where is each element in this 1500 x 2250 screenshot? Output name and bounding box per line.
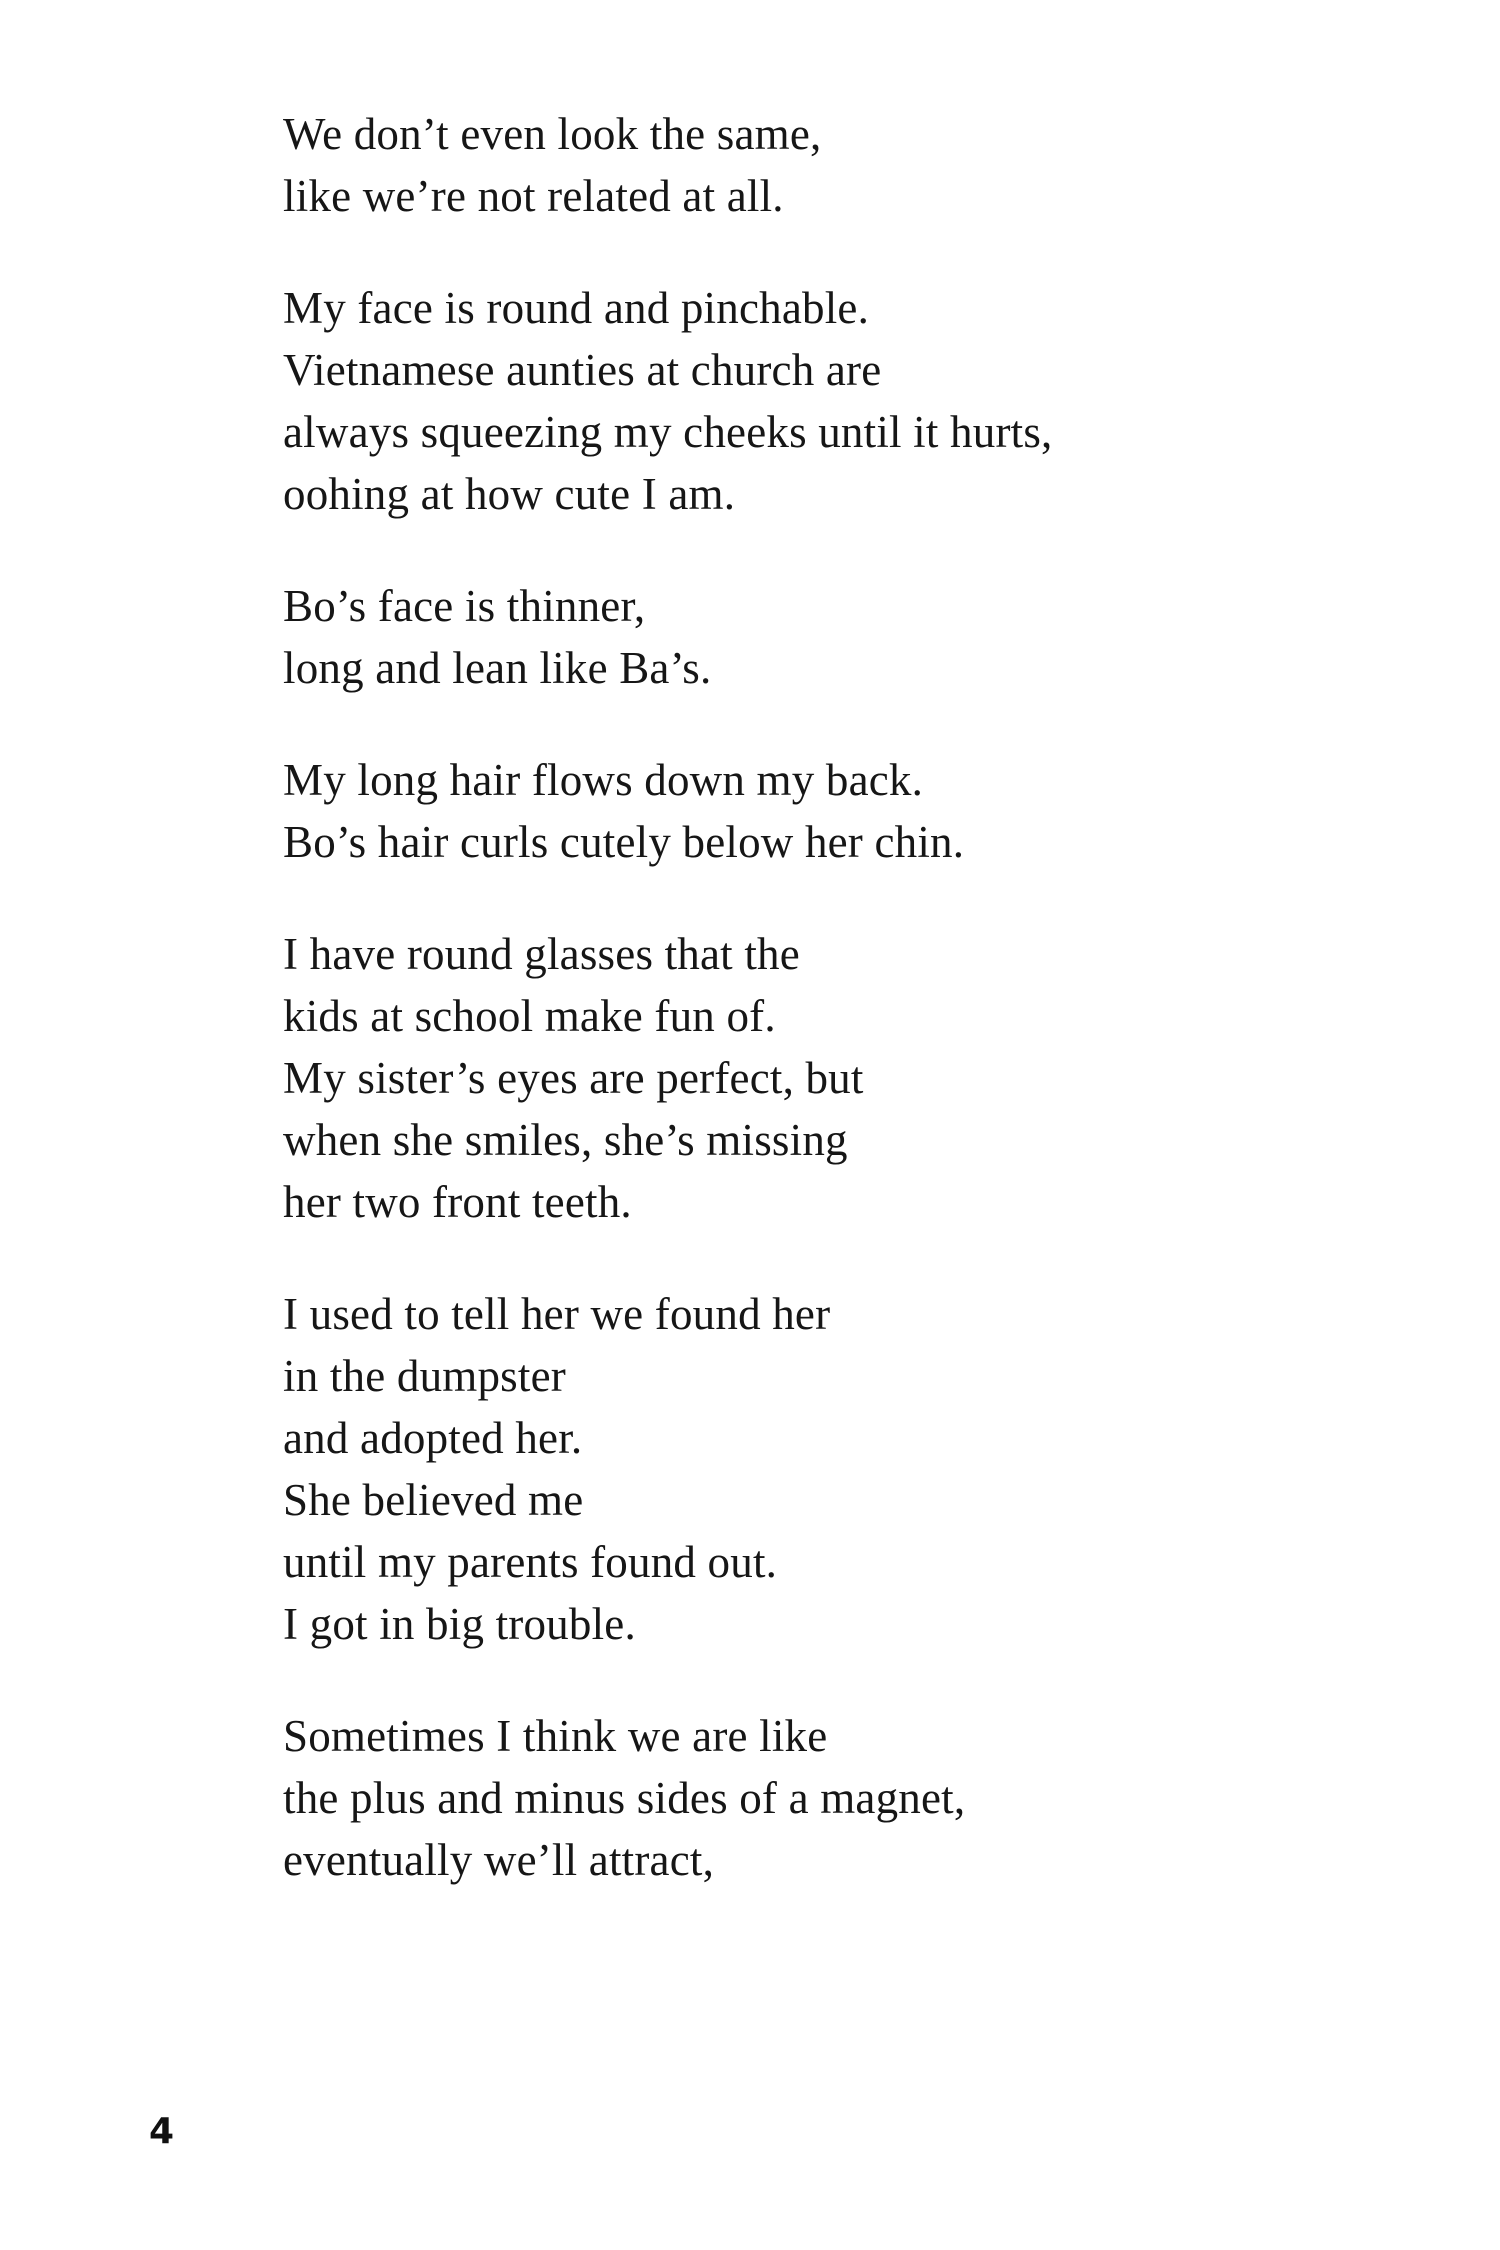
page-number: 4 — [149, 2111, 175, 2152]
poem-line: I got in big trouble. — [283, 1599, 636, 1649]
poem-stanza — [283, 103, 1283, 227]
poem-text-block — [283, 103, 1283, 1941]
poem-line: like we’re not related at all. — [283, 171, 784, 221]
poem-line: always squeezing my cheeks until it hurts, — [283, 407, 1053, 457]
poem-line: oohing at how cute I am. — [283, 469, 736, 519]
poem-stanza — [283, 749, 1283, 873]
poem-line: the plus and minus sides of a magnet, — [283, 1773, 966, 1823]
poem-line: long and lean like Ba’s. — [283, 643, 712, 693]
poem-stanza — [283, 1283, 1283, 1655]
poem-stanza — [283, 923, 1283, 1233]
poem-line: in the dumpster — [283, 1351, 566, 1401]
poem-line: We don’t even look the same, — [283, 109, 822, 159]
poem-line: I have round glasses that the — [283, 929, 800, 979]
poem-line: I used to tell her we found her — [283, 1289, 831, 1339]
poem-stanza — [283, 575, 1283, 699]
poem-line: kids at school make fun of. — [283, 991, 776, 1041]
poem-line: and adopted her. — [283, 1413, 583, 1463]
poem-line: She believed me — [283, 1475, 584, 1525]
poem-line: My sister’s eyes are perfect, but — [283, 1053, 864, 1103]
poem-line: Bo’s face is thinner, — [283, 581, 646, 631]
poem-line: Vietnamese aunties at church are — [283, 345, 882, 395]
poem-line: eventually we’ll attract, — [283, 1835, 715, 1885]
poem-line: her two front teeth. — [283, 1177, 632, 1227]
poem-line: Bo’s hair curls cutely below her chin. — [283, 817, 965, 867]
poem-stanza — [283, 1705, 1283, 1891]
poem-line: Sometimes I think we are like — [283, 1711, 828, 1761]
poem-line: My long hair flows down my back. — [283, 755, 924, 805]
poem-line: when she smiles, she’s missing — [283, 1115, 848, 1165]
poem-stanza — [283, 277, 1283, 525]
poem-line: My face is round and pinchable. — [283, 283, 870, 333]
poem-line: until my parents found out. — [283, 1537, 778, 1587]
